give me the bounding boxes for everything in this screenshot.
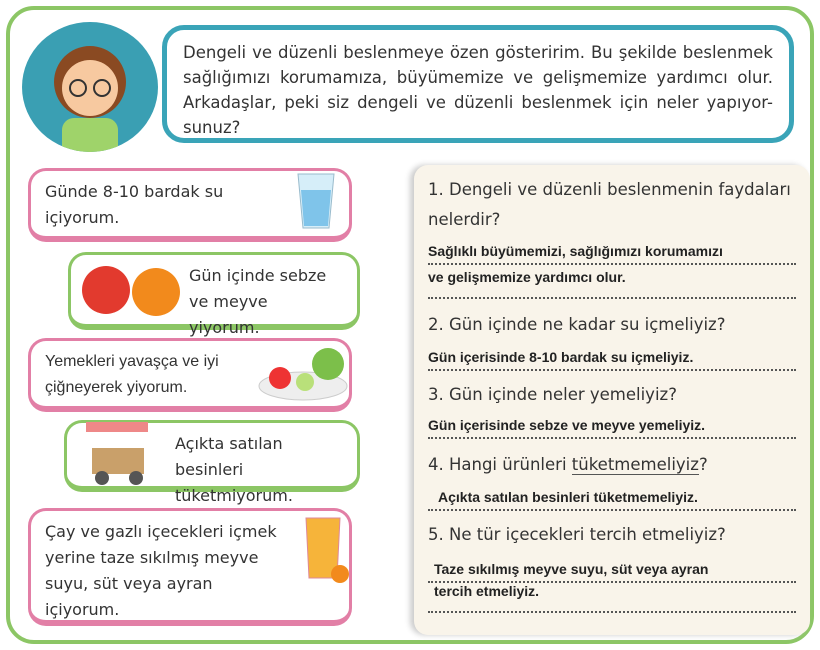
answer-line	[428, 611, 796, 613]
answer-3[interactable]: Gün içerisinde sebze ve meyve yemeliyiz.	[428, 417, 796, 439]
question-4-text: 4. Hangi ürünleri	[428, 455, 572, 474]
question-4-mark: ?	[698, 455, 708, 474]
card-chewing: Yemekleri yavaşça ve iyi çiğneyerek yiyorum.	[28, 338, 352, 412]
answer-5-line-2[interactable]: tercih etmeliyiz.	[434, 583, 540, 599]
fruits-icon	[80, 258, 185, 320]
answer-1-line-1[interactable]: Sağlıklı büyümemizi, sağlığımızı korumamızı	[428, 243, 796, 265]
question-1: 1. Dengeli ve düzenli beslenmenin faydaları nelerdir?	[428, 180, 791, 229]
answer-4[interactable]: Açıkta satılan besinleri tüketmemeliyiz.	[428, 489, 796, 511]
answer-1-line-2[interactable]: ve gelişmemize yardımcı olur.	[428, 269, 626, 285]
juice-glass-icon	[302, 514, 352, 584]
question-5: 5. Ne tür içecekleri tercih etmeliyiz?	[428, 525, 726, 544]
question-4-underlined: tüketmemeliyiz	[571, 455, 699, 474]
water-glass-icon	[296, 172, 336, 230]
card-drinks: Çay ve gazlı içecekleri içmek yerine taze sıkılmış meyve suyu, süt veya ayran içiyorum.	[28, 508, 352, 626]
card-water: Günde 8-10 bardak su içiyorum.	[28, 168, 352, 242]
question-2: 2. Gün içinde ne kadar su içmeliyiz?	[428, 315, 726, 334]
speech-bubble: Dengeli ve düzenli beslenmeye özen gösteririm. Bu şekilde beslenmek sağlığımızı korumamıza, büyümemize ve gelişmemize yardımcı olur. Arkadaşlar, peki siz dengeli ve düzenli beslenmek için neler yapıyor-sunuz?	[162, 25, 794, 143]
girl-avatar	[22, 22, 158, 152]
card-street-food: Açıkta satılan besinleri tüketmiyorum.	[64, 420, 360, 492]
question-4	[428, 455, 708, 474]
food-cart-icon	[80, 418, 160, 488]
answer-line	[428, 297, 796, 299]
salad-plate-icon	[258, 342, 348, 402]
card-fruits: Gün içinde sebze ve meyve yiyorum.	[68, 252, 360, 330]
question-3: 3. Gün içinde neler yemeliyiz?	[428, 385, 677, 404]
answer-2[interactable]: Gün içerisinde 8-10 bardak su içmeliyiz.	[428, 349, 796, 371]
answer-5-line-1[interactable]: Taze sıkılmış meyve suyu, süt veya ayran	[428, 561, 796, 583]
questions-panel	[414, 165, 810, 635]
